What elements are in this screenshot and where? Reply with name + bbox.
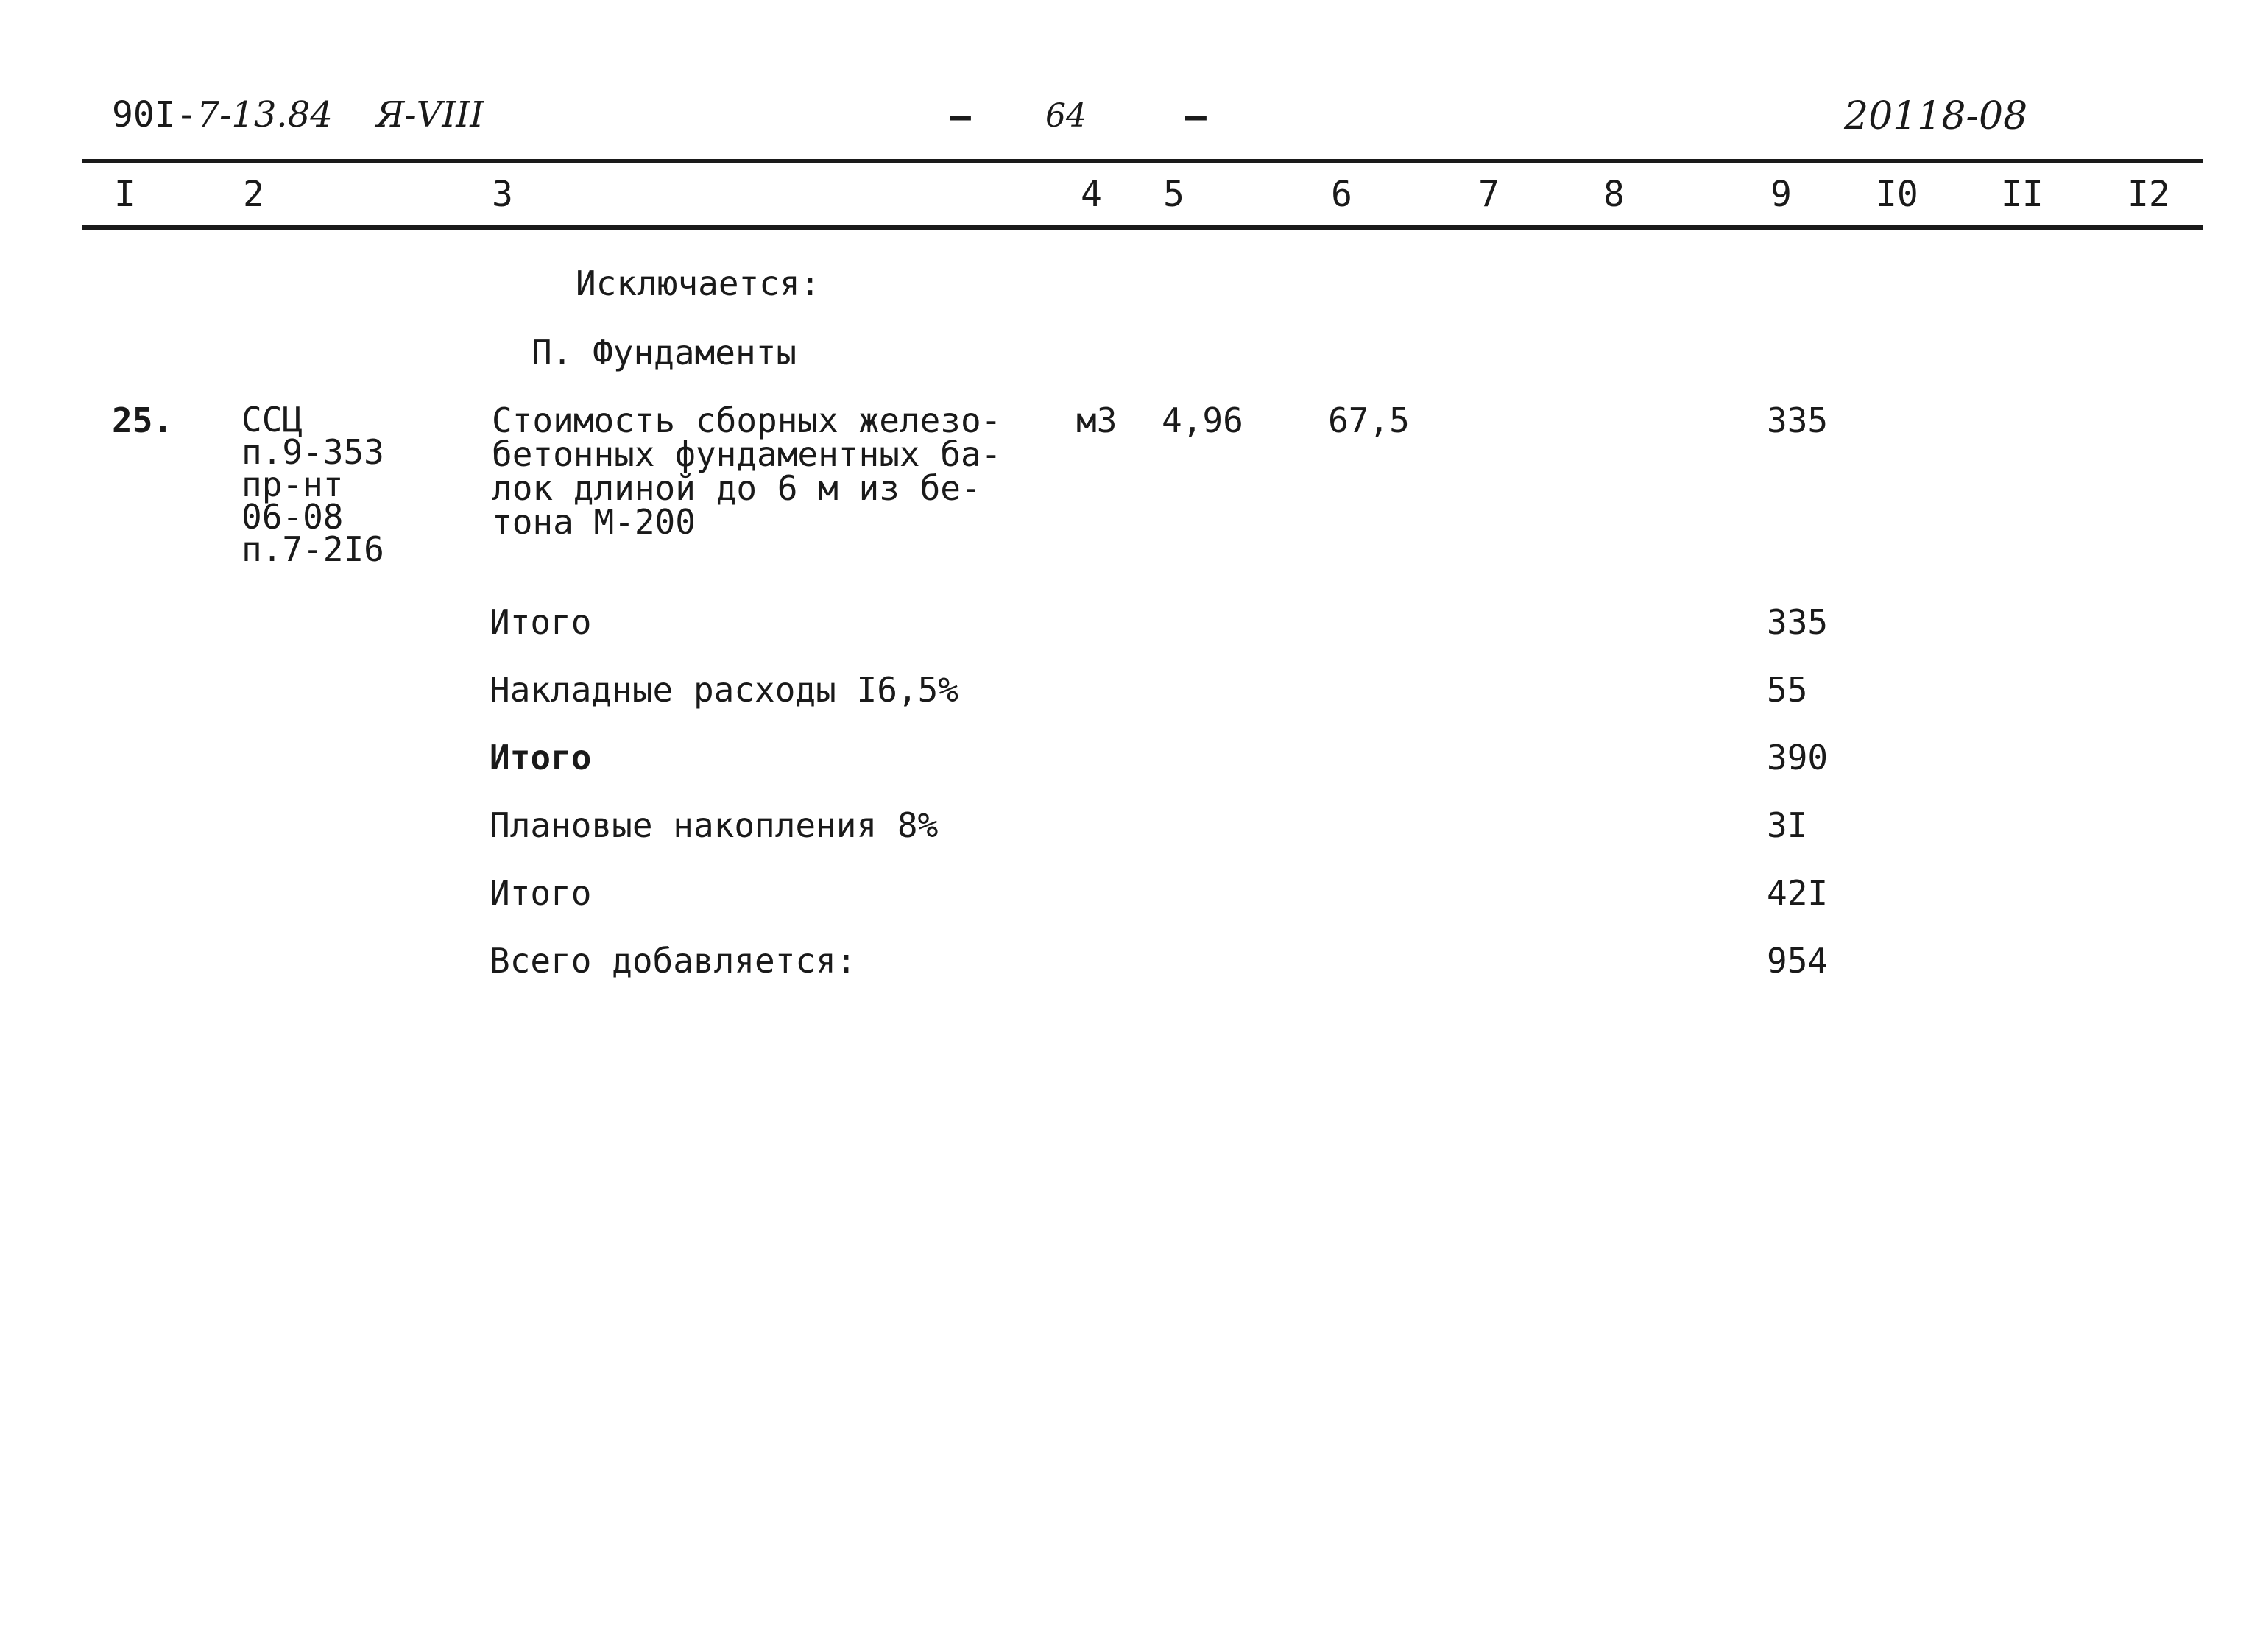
header-rule-top (82, 159, 2203, 163)
item-number: 25. (112, 400, 174, 440)
item-quantity: 4,96 (1162, 400, 1243, 440)
header-rule-bottom (82, 225, 2203, 230)
section-title: П. Фундаменты (532, 333, 797, 373)
item-unit: м3 (1076, 400, 1117, 440)
item-reference: ССЦ п.9-353 пр-нт 06-08 п.7-2I6 (241, 400, 384, 569)
subtotal-value: 390 (1767, 738, 1829, 777)
grand-total-value: 954 (1767, 941, 1829, 981)
excluded-label: Исключается: (576, 264, 821, 303)
column-number: 3 (492, 174, 513, 215)
subtotal-value: 42I (1767, 873, 1829, 913)
column-number: I (114, 174, 135, 215)
column-number: 2 (243, 174, 264, 215)
column-number: 4 (1081, 174, 1102, 215)
grand-total-label: Всего добавляется: (490, 941, 857, 981)
subtotal-value: 335 (1767, 602, 1829, 642)
document-number: 20118-08 (1844, 94, 2028, 138)
column-number: 9 (1770, 174, 1792, 215)
planned-savings-value: 3I (1767, 805, 1808, 845)
subtotal-label: Итого (490, 873, 592, 913)
column-number: 8 (1603, 174, 1625, 215)
document-code (112, 94, 484, 135)
page-number: 64 (1045, 97, 1087, 135)
item-unit-price: 67,5 (1328, 400, 1410, 440)
item-description: Стоимость сборных железо- бетонных фундаментных ба- лок длиной до 6 м из бе- тона М-200 (492, 400, 1002, 542)
column-number: I2 (2127, 174, 2170, 215)
album-number: Я-VIII (375, 94, 484, 135)
column-number: 7 (1478, 174, 1500, 215)
overhead-label: Накладные расходы I6,5% (490, 670, 958, 710)
planned-savings-label: Плановые накопления 8% (490, 805, 939, 845)
subtotal-label: Итого (490, 738, 592, 777)
column-number: 5 (1163, 174, 1184, 215)
column-number: 6 (1331, 174, 1352, 215)
page-dash-left: – (950, 96, 971, 137)
column-number: I0 (1876, 174, 1918, 215)
column-number: II (2001, 174, 2044, 215)
overhead-value: 55 (1767, 670, 1808, 710)
document-code-prefix: 90I- (112, 94, 197, 135)
subtotal-label: Итого (490, 602, 592, 642)
item-total: 335 (1767, 400, 1829, 440)
document-code-handwritten: 7-13.84 (197, 94, 333, 135)
page-dash-right: – (1185, 96, 1207, 137)
